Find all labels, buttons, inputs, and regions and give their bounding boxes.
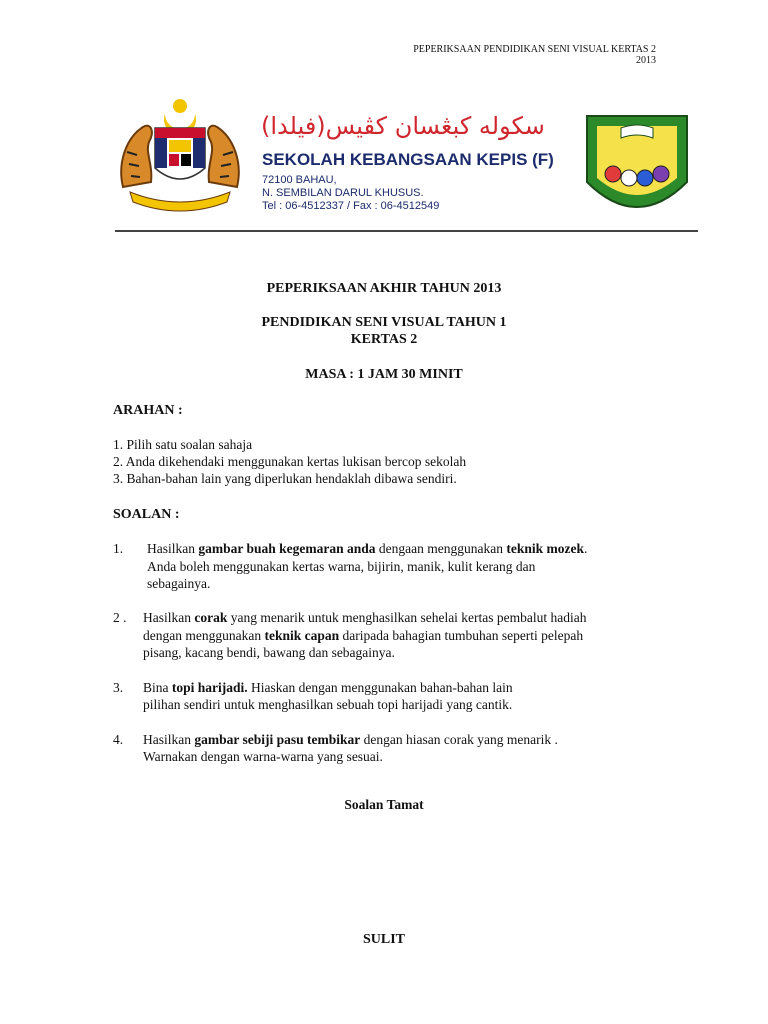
contact-line: Tel : 06-4512337 / Fax : 06-4512549	[262, 200, 440, 212]
running-header-title: PEPERIKSAAN PENDIDIKAN SENI VISUAL KERTAS 2	[413, 44, 656, 55]
question-1-line-2: Anda boleh menggunakan kertas warna, bijirin, manik, kulit kerang dan	[147, 559, 536, 574]
q1-technique: teknik mozek	[506, 541, 584, 556]
q2-text: daripada bahagian tumbuhan seperti pelepah	[339, 628, 584, 643]
school-badge-icon	[583, 112, 691, 222]
questions-heading: SOALAN :	[113, 507, 180, 522]
question-2-number: 2 .	[113, 610, 127, 625]
confidential-label: SULIT	[362, 932, 406, 947]
question-1-line-3: sebagainya.	[147, 576, 211, 591]
q3-text: Hiaskan dengan menggunakan bahan-bahan lain	[247, 680, 513, 695]
q2-text: yang menarik untuk menghasilkan sehelai kertas pembalut hadiah	[227, 610, 587, 625]
question-3-line-1	[143, 679, 513, 696]
exam-title: PEPERIKSAAN AKHIR TAHUN 2013	[266, 281, 502, 296]
question-1-line-1	[147, 540, 587, 557]
q2-technique: teknik capan	[264, 628, 340, 643]
instructions-heading: ARAHAN :	[113, 403, 183, 418]
q4-text: Hasilkan	[143, 732, 195, 747]
question-1-number: 1.	[113, 541, 124, 556]
q1-text: .	[583, 541, 588, 556]
q4-emphasis: gambar sebiji pasu tembikar	[194, 732, 361, 747]
q3-emphasis: topi harijadi.	[171, 680, 248, 695]
letterhead-divider	[115, 230, 698, 232]
question-3-line-2: pilihan sendiri untuk menghasilkan sebuah topi harijadi yang cantik.	[143, 697, 513, 712]
question-4-line-2: Warnakan dengan warna-warna yang sesuai.	[143, 749, 383, 764]
running-header	[356, 44, 656, 66]
school-name-jawi: سكوله كبڠسان كڤيس(فيلدا)	[261, 112, 545, 140]
q3-text: Bina	[143, 680, 172, 695]
question-3-number: 3.	[113, 680, 124, 695]
q1-emphasis: gambar buah kegemaran anda	[198, 541, 376, 556]
question-4-line-1	[143, 731, 558, 748]
instruction-item: 2. Anda dikehendaki menggunakan kertas lukisan bercop sekolah	[113, 454, 467, 469]
q2-emphasis: corak	[194, 610, 228, 625]
q4-text: dengan hiasan corak yang menarik .	[360, 732, 558, 747]
paper-title: KERTAS 2	[350, 332, 418, 347]
address-line-1: 72100 BAHAU,	[262, 174, 337, 186]
q1-text: Hasilkan	[147, 541, 199, 556]
address-line-2: N. SEMBILAN DARUL KHUSUS.	[262, 187, 424, 199]
school-name: SEKOLAH KEBANGSAAN KEPIS (F)	[262, 150, 554, 169]
end-of-questions: Soalan Tamat	[344, 797, 424, 812]
coat-of-arms-icon	[115, 92, 245, 217]
question-4-number: 4.	[113, 732, 124, 747]
instruction-item: 3. Bahan-bahan lain yang diperlukan hendaklah dibawa sendiri.	[113, 471, 457, 486]
question-2-line-3: pisang, kacang bendi, bawang dan sebagainya.	[143, 645, 395, 660]
q2-text: Hasilkan	[143, 610, 195, 625]
subject-title: PENDIDIKAN SENI VISUAL TAHUN 1	[261, 315, 507, 330]
letterhead	[115, 92, 698, 242]
question-2-line-1	[143, 609, 587, 626]
running-header-year: 2013	[636, 55, 656, 66]
q1-text: dengaan menggunakan	[375, 541, 507, 556]
question-2-line-2	[143, 627, 583, 644]
q2-text: dengan menggunakan	[143, 628, 265, 643]
exam-duration: MASA : 1 JAM 30 MINIT	[305, 367, 463, 382]
instruction-item: 1. Pilih satu soalan sahaja	[113, 437, 253, 452]
